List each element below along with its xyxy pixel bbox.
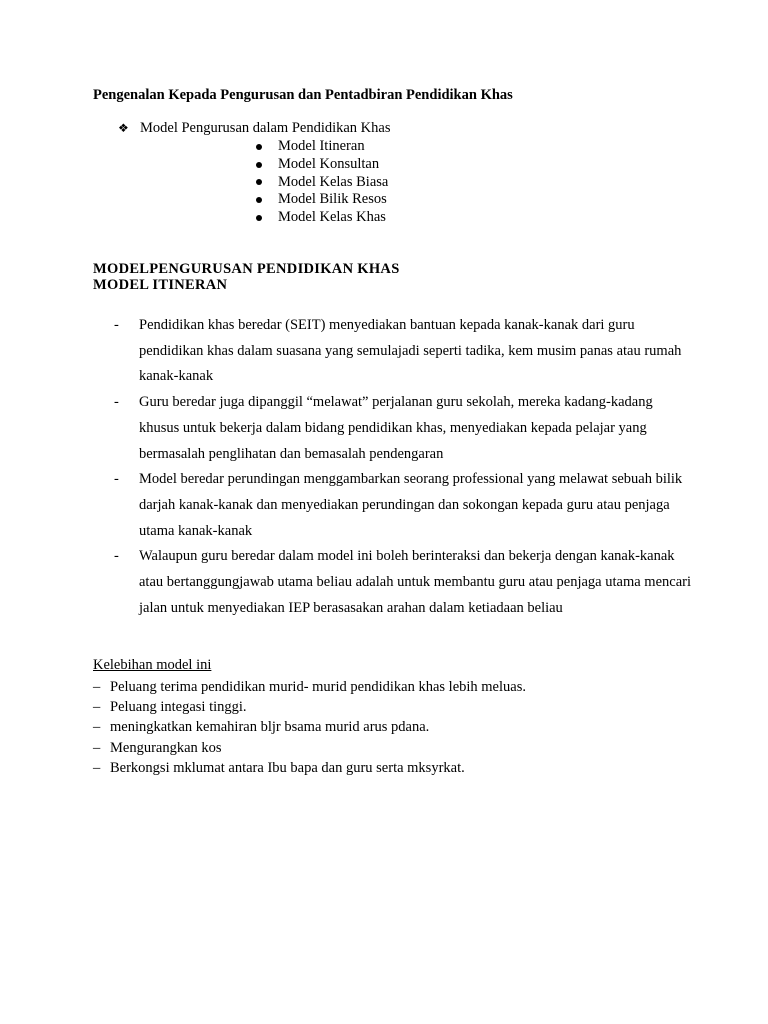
list-item	[114, 390, 694, 467]
advantages-list	[93, 677, 526, 778]
list-item	[114, 544, 694, 621]
dash-bullet: –	[93, 759, 101, 776]
advantage-text: Berkongsi mklumat antara Ibu bapa dan guru serta mksyrkat.	[110, 759, 465, 776]
list-item	[93, 758, 526, 778]
description-list	[114, 313, 694, 621]
list-item	[93, 677, 526, 697]
list-item	[114, 313, 694, 390]
model-item-label: Model Kelas Khas	[278, 209, 386, 226]
paragraph-text: Pendidikan khas beredar (SEIT) menyediakan bantuan kepada kanak-kanak dari guru pendidikan khas dalam suasana yang semulajadi seperti tadika, kem musim panas atau rumah kanak-kanak	[139, 317, 682, 385]
advantage-text: meningkatkan kemahiran bljr bsama murid arus pdana.	[110, 719, 430, 736]
dash-bullet: -	[114, 394, 119, 411]
list-item	[256, 174, 388, 192]
bullet-dot-icon	[256, 144, 262, 150]
list-item	[93, 717, 526, 737]
advantages-heading: Kelebihan model ini	[93, 657, 212, 673]
list-item	[256, 156, 388, 174]
document-title: Pengenalan Kepada Pengurusan dan Pentadbiran Pendidikan Khas	[93, 87, 513, 103]
dash-bullet: –	[93, 699, 101, 716]
dash-bullet: -	[114, 548, 119, 565]
list-item	[256, 209, 388, 227]
dash-bullet: –	[93, 679, 101, 695]
paragraph-text: Guru beredar juga dipanggil “melawat” perjalanan guru sekolah, mereka kadang-kadang khusus untuk bekerja dalam bidang pendidikan khas, menyediakan kepada pelajar yang bermasalah penglihatan dan bemasalah pendengaran	[139, 394, 653, 462]
dash-bullet: –	[93, 719, 101, 736]
list-item	[93, 738, 526, 758]
list-item	[114, 467, 694, 544]
subsection-heading: MODEL ITINERAN	[93, 277, 228, 293]
topic-line	[118, 120, 391, 137]
list-item	[93, 697, 526, 717]
bullet-dot-icon	[256, 197, 262, 203]
list-item	[256, 138, 388, 156]
dash-bullet: -	[114, 471, 119, 488]
model-list	[256, 138, 388, 227]
bullet-dot-icon	[256, 179, 262, 185]
dash-bullet: -	[114, 317, 119, 333]
advantage-text: Peluang integasi tinggi.	[110, 699, 247, 716]
list-item	[256, 191, 388, 209]
model-item-label: Model Kelas Biasa	[278, 173, 389, 190]
model-item-label: Model Itineran	[278, 138, 365, 154]
paragraph-text: Walaupun guru beredar dalam model ini boleh berinteraksi dan bekerja dengan kanak-kanak atau bertanggungjawab utama beliau adalah untuk membantu guru atau penjaga utama mencari jalan untuk menyediakan IEP berasasakan arahan dalam ketiadaan beliau	[139, 548, 691, 616]
model-item-label: Model Konsultan	[278, 155, 380, 172]
section-heading: MODELPENGURUSAN PENDIDIKAN KHAS	[93, 261, 400, 277]
bullet-dot-icon	[256, 215, 262, 221]
bullet-dot-icon	[256, 162, 262, 168]
model-item-label: Model Bilik Resos	[278, 191, 387, 208]
topic-label: Model Pengurusan dalam Pendidikan Khas	[140, 120, 391, 136]
paragraph-text: Model beredar perundingan menggambarkan seorang professional yang melawat sebuah bilik darjah kanak-kanak dan menyediakan perundingan dan sokongan kepada guru atau penjaga utama kanak-kanak	[139, 471, 683, 539]
dash-bullet: –	[93, 739, 101, 756]
advantage-text: Mengurangkan kos	[110, 739, 222, 756]
advantage-text: Peluang terima pendidikan murid- murid pendidikan khas lebih meluas.	[110, 679, 526, 695]
diamond-bullet-icon: ❖	[118, 121, 129, 135]
